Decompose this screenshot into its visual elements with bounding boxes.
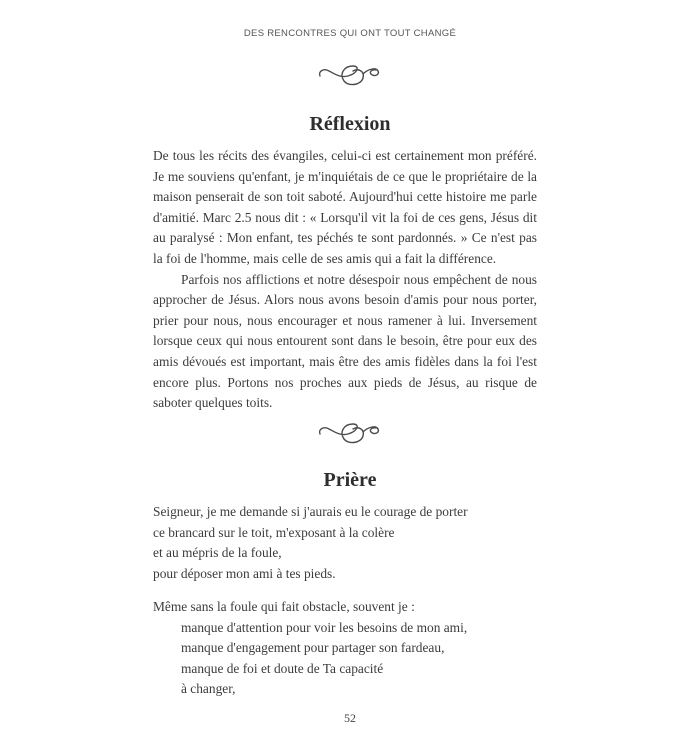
prayer-line: ce brancard sur le toit, m'exposant à la colère <box>153 524 395 540</box>
prayer-line: pour déposer mon ami à tes pieds. <box>153 565 336 581</box>
prayer-line: manque d'attention pour voir les besoins de mon ami, <box>181 619 468 635</box>
flourish-ornament-svg <box>316 418 384 448</box>
reflexion-paragraph-2: Parfois nos afflictions et notre désespoir nous empêchent de nous approcher de Jésus. Alors nous avons besoin d'amis pour nous porter, prier pour nous, nous encourager et nous ramener à lui. Inversement lorsque ceux qui nous entourent sont dans le besoin, être pour eux des amis dévoués est important, mais être des amis fidèles dans la foi l'est encore plus. Portons nos proches aux pieds de Jésus, au risque de saboter quelques toits. <box>153 271 537 411</box>
section-title-reflexion: Réflexion <box>309 113 391 135</box>
prayer-line: manque de foi et doute de Ta capacité <box>181 660 384 676</box>
prayer-line: et au mépris de la foule, <box>153 545 282 561</box>
flourish-ornament-svg <box>316 60 384 90</box>
flourish-ornament-icon <box>316 60 384 90</box>
page-number: 52 <box>344 711 356 725</box>
prayer-line: manque d'engagement pour partager son fardeau, <box>181 640 445 656</box>
reflexion-paragraph-1: De tous les récits des évangiles, celui-ci est certainement mon préféré. Je me souviens qu'enfant, je m'inquiétais de ce que le propriétaire de la maison penserait de son toit saboté. Aujourd'hui cette histoire me parle d'amitié. Marc 2.5 nous dit : « Lorsqu'il vit la foi de ces gens, Jésus dit au paralysé : Mon enfant, tes péchés te sont pardonnés. » Ce n'est pas la foi de l'homme, mais celle de ses amis qui a fait la différence. <box>153 148 537 266</box>
prayer-stanza-2 <box>153 597 553 700</box>
reflexion-body <box>153 146 537 414</box>
prayer-line: Seigneur, je me demande si j'aurais eu le courage de porter <box>153 504 468 519</box>
prayer-stanza-1 <box>153 502 553 584</box>
prayer-line: à changer, <box>181 681 236 697</box>
section-title-priere: Prière <box>323 469 377 491</box>
prayer-line-intro: Même sans la foule qui fait obstacle, souvent je : <box>153 599 415 614</box>
flourish-ornament-icon <box>316 418 384 448</box>
running-head: DES RENCONTRES QUI ONT TOUT CHANGÉ <box>243 28 457 39</box>
